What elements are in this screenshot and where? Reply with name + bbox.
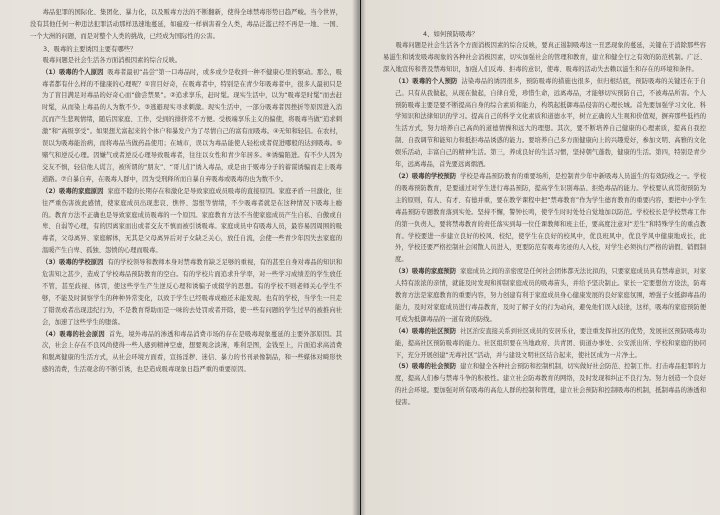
right-section-school <box>383 171 706 266</box>
left-intro-paragraph: 毒品犯罪的国际化、集团化、暴力化，以及贩毒方法的不断翻新，使得全球禁毒形势日趋严峻。当今世界，没有其他任何一种违法犯罪活动那样迅速地蔓延，如瘟疫一样祸害着全人类，毒品泛滥已经不再是一地、一国、一个大洲的问题，而是对整个人类的挑战，已经成为国际性的公害。 <box>30 9 342 40</box>
section-text: 家庭成员之间的亲密度是任何社会团体都无法比拟的，只要家庭成员具有禁毒意识，对家人特有浓浓的亲情，就能及时发现和抑制家庭成员的吸毒苗头，并给予坚决制止。家长一定要想仿方设法，防毒教育方法是家庭教育的重要内容，努力创建有利于家庭成员身心健康发展的良好家庭氛围，增强子女抵御毒品的能力，及时对家庭成员进行毒品教育，及时了解子女的行为动向，避免他们误入歧途，这样，吸毒的家庭预防便可成为抵御毒品的一道有效的防线。 <box>395 268 707 323</box>
left-section-school <box>30 257 342 328</box>
section-text: 家庭不睦的长期存在和激化是导致家庭成员吸毒的直接原因。家庭矛盾一旦激化，往往严重伤害彼此感情，使家庭成员出现悲哀、憔悴、怨恨等情绪，不少吸毒者就是在这种情况下吸毒上瘾的。教育方法不正确也是导致家庭成员吸毒的一个原因。家庭教育方法不当使家庭成员产生自私、自傲或自卑、自弱等心理，有的因离家而出或者交友不慎而被引诱吸毒。家庭成员中有吸毒人员，最容易因周围的吸毒者，父母离异、家庭解体，无其是父母离异后对子女缺乏关心，放任自流，会使一些青少年因失去家庭的温暖产生自卑、孤独、怨愤的心理而吸毒。 <box>42 187 342 255</box>
book-spine-shadow <box>352 0 366 515</box>
left-section-personal <box>30 67 342 186</box>
section-text: 社区治安直接关系到社区成员的安居乐业，要注重发挥社区的优势，发展社区预防吸毒功能，提高社区预防吸毒的能力。社区组织要在当地政府、共青团、街道办事处、公安派出所、学校和家庭的协同下，充分开展创建“无毒社区”活动，并与建设文明社区结合起来，使社区成为一片净土。 <box>395 327 707 359</box>
section-text: 有的学校领导和教师本身对禁毒教育缺乏足够的重视，有的甚至自身对毒品的知识和危害知之甚少，造成了学校毒品预防教育的空白。有的学校片面追求升学率，对一些学习成绩差的学生放任不管，甚至歧视、体罚，使这些学生产生逆反心理和诱骗子或辍学的思想。有的学校不则老师关心学生不够，不能及时洞察学生的种种异常变化，以致于学生已经吸毒成瘾还未能发现。也有的学校，当学生一旦走了错误或者出现违纪行为，不是教育帮助而是一味的去处罚或者开除，使一些有问题的学生过早的被推向社会，加速了这些学生的堕落。 <box>42 259 342 326</box>
section-title: （3）吸毒的学校原因 <box>42 259 104 267</box>
right-intro-paragraph: 吸毒问题是社会生活各个方面消极因素的综合反映，要真正遏制吸毒这一丑恶现象的蔓延，关键在于消除那些容易滋生和诱发吸毒现象的各种社会消极因素，切实加强社会的管理和教育，建立和健全行之有效的防范机制。广泛、深入地宣传和普及禁毒知识，加强人们反毒、拒毒的意识，使毒、吸毒的活动失去赖以滋生和存在的环境和条件。 <box>383 42 706 73</box>
section-title: （5）吸毒的社会预防 <box>395 363 457 371</box>
section-heading-3: 3、吸毒的主要诱因主要有哪些？ <box>43 44 137 53</box>
right-section-community <box>383 326 706 362</box>
left-section-society <box>30 329 342 377</box>
right-section-personal <box>383 76 706 171</box>
left-section-family <box>30 186 342 257</box>
section-title: （1）吸毒的个人预防 <box>395 77 458 85</box>
section-title: （4）吸毒的社会原因 <box>42 330 105 338</box>
section-title: （1）吸毒的个人原因 <box>42 68 104 76</box>
section-text: 首先，境外毒品的渗透和毒品消费市场的存在是吸毒现象蔓延的主要外部原因。其次，社会上存在不良风尚使得一些人感到精神空虚，想要观念淡薄，唯利是图，金钱至上，片面追求高消费和脱离健康的生活方式，从社会环境方面看，宣扬淫秽、迷信、暴力的书刊录像制品，和一些媒体对畸形快感的消费，生活观念的不断引诱，也是造成吸毒现象日趋严重的重要原因。 <box>42 330 342 374</box>
right-page <box>361 0 720 515</box>
section-heading-4: 4、如何预防吸毒？ <box>423 30 479 38</box>
section-text: 沾染毒品的诱因很多，预防吸毒的措施也很多，但归根结底，预防吸毒的关键还在于自己。只有从我做起，从现在做起，自律自爱，珍惜生命，远离毒品，才能够切实预防自己，不被毒品所害。个人预防吸毒主要是要不断提高自身的综合素质和能力，构筑起抵御毒品侵害的心理长城。首先要加强学习文化、科学知识和法律知识的学习。提高自己的科学文化素质和道德水平，树立正确的人生观和价值观，摒弃那些低档的生活方式，努力培养自己高尚的道德情操和远大的理想。其次，要不断培养自己健康的心理素质，提高自我控制、自我调节和能知力和抵拒毒品诱惑的能力。要培养自己多方面健康向上的兴趣爱好，参加文明、高雅的文化娱乐活动，丰富自己的精神生活。第三，养成良好的生活习惯，坚持朝气蓬勃，健康的生活。第四，特别是青少年，远离毒品，首先要远离烟酒。 <box>395 77 707 169</box>
section-title: （4）吸毒的社区预防 <box>395 327 457 335</box>
section-text: 学校是毒品预防教育的重要场所，是控制青少年中新吸毒人员滋生的有效防线之一。学校的吸毒预防教育，是要通过对学生进行毒品预防，提高学生识别毒品、拒绝毒品的能力。学校要认真贯彻预防为主的原则，有人、有才、有德并重，要在教学课程中把“禁毒教育”作为学生德育教育的重要内容，要把中小学生毒品预防专题教育落到实处。坚持不懈，警钟长鸣，使学生时时处处自觉地加以防范。学校校长是学校禁毒工作的第一负责人，要将禁毒教育的责任落实到每一位任课教师和班主任，要高度注意对“差生”和特殊学生的重点教育。学校要进一步建立良好的校风、校纪，使学生在良好的校风中，优良班风中，优良学风中健康地成长，此外，学校还要严格控制社会闲散人员进入，更要防范有吸毒劣迹的人入校，对学生必须执行严格的请假、销假制度。 <box>395 172 707 264</box>
left-subintro: 吸毒问题是社会生活各方面消极因素的综合反映。 <box>42 56 182 64</box>
section-title: （2）吸毒的家庭原因 <box>42 187 104 195</box>
section-title: （3）吸毒的家庭预防 <box>395 268 457 276</box>
section-text: 建立和健全各种社会预防和控制机制，切实做好社会防范、控制工作。打击毒品犯罪的力度，提高人们参与禁毒斗争的积极性。建立社会防毒教育的网络，及时发现和纠正不良行为。努力创造一个良好的社会环境。要加强对所有吸毒的高危人群的控制和管理，建立社会预防和控制吸毒的机制，抵制毒品的渗透和侵害。 <box>395 363 707 407</box>
right-section-family <box>383 266 706 326</box>
section-text: 吸毒者最初“品尝”第一口毒品时，或多或少是收到一种不健康心里的驱动。那么，吸毒者都有什么样的不健康的心理呢？①盲目好奇，在吸毒者中，特别是在青少年吸毒者中，很多人最初只是为了盲目满足对毒品的好奇心而“偷尝禁果”。②追求享乐，赶时髦。现实生活中，以为“吸毒是时髦”而去赶时髦，从而染上毒品的人为数不少。③逃避现实寻求刺激。现实生活中，一部分吸毒者因挫折等原因进入消沉而产生悲观情绪，随后因家庭、工作，受到的排挤常不方便。受极端享乐主义的偏使，将吸毒当做“追求刺激”和“高级享受”。如果想尤富起来的个体户和暴发户为了尽情自己的富有而吸毒。④无知和轻信。在农村，误以为吸毒能治病，而将毒品当做药品使用；在城市，误以为毒品能使人轻松或者促进哪般的达到吸毒。⑤赌气和逆反心理。因嫌气或者逆反心理导致吸毒者，往往以女性和青少年居多。⑥诱骗陷进。有不少人因为交友不慎，轻信他人谎言，被所谓的“朋友”、“哥儿们”诱入毒品，或是由于贩毒分子的蓄谋诱骗而走上吸毒道路。⑦自暴自弃，在吸毒人群中，因为受刑释所而自暴自弃吸毒或吸毒的也为数不少。 <box>42 68 342 183</box>
section-title: （2）吸毒的学校预防 <box>395 172 457 180</box>
right-section-social <box>383 361 706 409</box>
